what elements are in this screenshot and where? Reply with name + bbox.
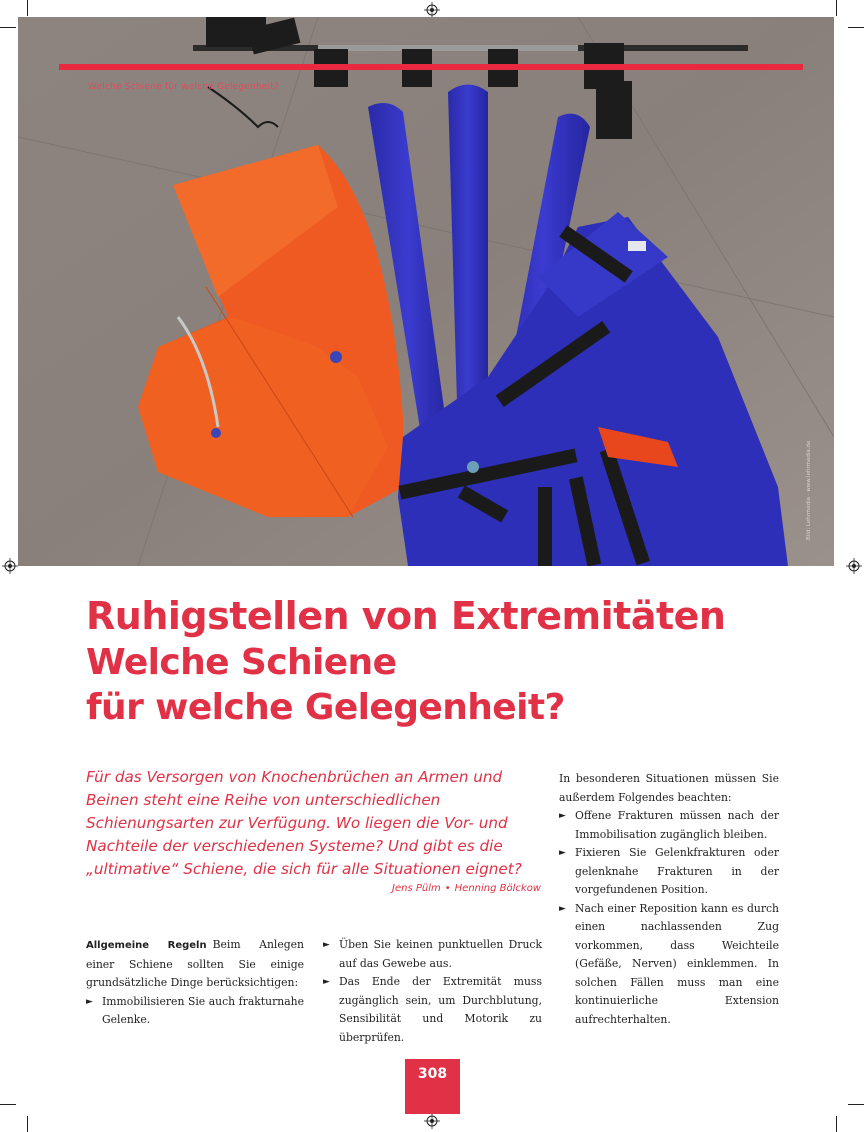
running-head: Welche Schiene für welche Gelegenheit? xyxy=(88,82,279,92)
bullet-list xyxy=(86,993,304,1030)
section-lead-in: Allgemeine Regeln xyxy=(86,940,207,951)
bullet-list xyxy=(559,807,779,1029)
list-item: ► Üben Sie keinen punktuellen Druck auf das Gewebe aus. xyxy=(323,938,542,970)
accent-rule xyxy=(59,64,803,70)
crop-mark xyxy=(848,27,864,28)
registration-mark-icon xyxy=(424,1113,440,1129)
author-separator: • xyxy=(444,883,451,894)
registration-mark-icon xyxy=(424,2,440,18)
crop-mark xyxy=(848,1104,864,1105)
list-item: ► Fixieren Sie Gelenkfrakturen oder gelenknahe Frakturen in der vorgefundenen Position. xyxy=(559,846,779,896)
bullet-list xyxy=(323,936,542,1047)
article-subtitle xyxy=(86,640,726,730)
body-text: Beim Anlegen einer Schiene sollten Sie einige grundsätzliche Dinge berücksichtigen: xyxy=(86,938,304,989)
splints-photo xyxy=(18,17,834,566)
splints-illustration xyxy=(18,17,834,566)
bullet-triangle-icon: ► xyxy=(86,996,93,1007)
body-paragraph xyxy=(86,936,304,993)
author-name: Jens Pülm xyxy=(392,883,441,894)
body-column-3 xyxy=(559,770,779,1029)
list-item: ► Immobilisieren Sie auch frakturnahe Gelenke. xyxy=(86,994,304,1026)
body-column-2 xyxy=(323,936,542,1047)
crop-mark xyxy=(0,27,16,28)
photo-credit: Bild: Lehrmedia · www.lehrmedia.de xyxy=(806,440,812,540)
subtitle-line-2: für welche Gelegenheit? xyxy=(86,687,565,728)
bullet-triangle-icon: ► xyxy=(559,848,566,858)
crop-mark xyxy=(836,0,837,16)
authors xyxy=(300,883,541,894)
crop-mark xyxy=(27,1116,28,1132)
body-paragraph: In besonderen Situationen müssen Sie außerdem Folgendes beachten: xyxy=(559,772,779,804)
body-column-1 xyxy=(86,936,304,1030)
list-item: ► Offene Frakturen müssen nach der Immobilisation zugänglich bleiben. xyxy=(559,809,779,841)
bullet-triangle-icon: ► xyxy=(559,903,566,914)
list-item: ► Das Ende der Extremität muss zugänglich sein, um Durchblutung, Sensibilität und Motorik zu überprüfen. xyxy=(323,975,542,1044)
article-title: Ruhigstellen von Extremitäten xyxy=(86,594,726,638)
page-number: 308 xyxy=(417,1066,448,1082)
list-item: ► Nach einer Reposition kann es durch einen nachlassenden Zug vorkommen, dass Weichteile (Gefäße, Nerven) einklemmen. In solchen Fällen muss man eine kontinuierliche Extension aufrechterhalten. xyxy=(559,901,779,1026)
crop-mark xyxy=(836,1116,837,1132)
registration-mark-icon xyxy=(2,558,18,574)
bullet-triangle-icon: ► xyxy=(323,940,330,950)
page-number-box xyxy=(405,1059,460,1114)
lead-paragraph: Für das Versorgen von Knochenbrüchen an Armen und Beinen steht eine Reihe von unterschiedlichen Schienungsarten zur Verfügung. Wo liegen die Vor- und Nachteile der verschiedenen Systeme? Und gibt es die „ultimative“ Schiene, die sich für alle Situationen eignet? xyxy=(86,768,522,878)
author-name: Henning Bölckow xyxy=(454,883,541,894)
bullet-triangle-icon: ► xyxy=(559,811,566,821)
crop-mark xyxy=(27,0,28,16)
bullet-triangle-icon: ► xyxy=(323,977,330,987)
crop-mark xyxy=(0,1104,16,1105)
subtitle-line-1: Welche Schiene xyxy=(86,642,397,683)
registration-mark-icon xyxy=(846,558,862,574)
